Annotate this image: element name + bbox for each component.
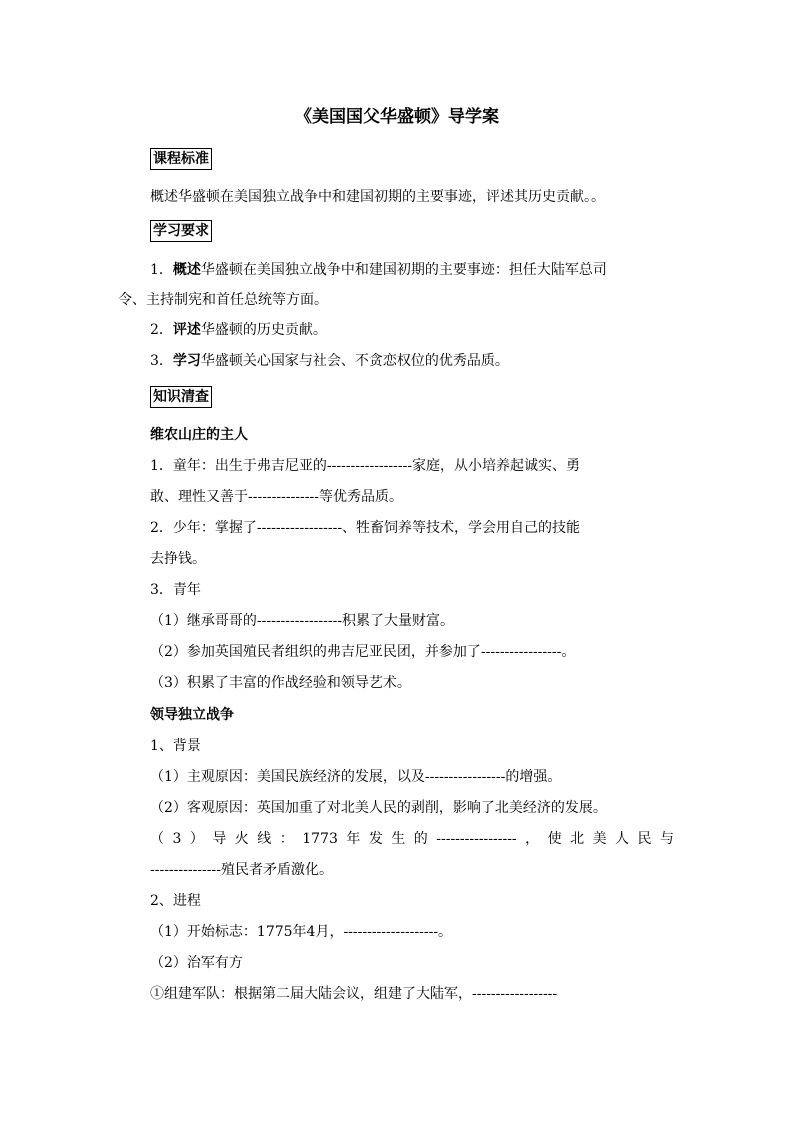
section-heading-requirements-label: 学习要求 xyxy=(150,220,212,242)
section-heading-knowledge-label: 知识清查 xyxy=(150,386,212,408)
knowledge-background: 1、背景 xyxy=(150,738,201,754)
requirement-item-3-number: 3． xyxy=(150,353,173,369)
requirement-item-2-text: 华盛顿的历史贡献。 xyxy=(200,322,327,338)
knowledge-background-2: （2）客观原因：英国加重了对北美人民的剥削，影响了北美经济的发展。 xyxy=(150,800,607,816)
document-title: 《美国国父华盛顿》导学案 xyxy=(295,107,499,127)
knowledge-line-2b: 去挣钱。 xyxy=(150,551,206,567)
knowledge-process-3: ①组建军队：根据第二届大陆会议，组建了大陆军，------------------ xyxy=(150,986,558,1002)
requirement-item-2-keyword: 评述 xyxy=(172,322,201,338)
knowledge-background-3b: ---------------殖民者矛盾激化。 xyxy=(150,862,333,878)
requirement-item-1 xyxy=(150,260,607,280)
knowledge-line-3-3: （3）积累了丰富的作战经验和领导艺术。 xyxy=(150,675,411,691)
requirement-item-2 xyxy=(150,320,327,340)
subheading-mount-vernon: 维农山庄的主人 xyxy=(150,427,248,443)
requirement-item-1-text: 华盛顿在美国独立战争中和建国初期的主要事迹：担任大陆军总司 xyxy=(200,262,607,278)
section-heading-requirements xyxy=(150,220,212,242)
requirement-item-1-number: 1． xyxy=(150,262,173,278)
knowledge-line-1a: 1．童年：出生于弗吉尼亚的------------------家庭，从小培养起诚实、勇 xyxy=(150,458,581,474)
requirement-item-1-keyword: 概述 xyxy=(172,262,201,278)
requirement-item-3-text: 华盛顿关心国家与社会、不贪恋权位的优秀品质。 xyxy=(200,353,509,369)
knowledge-process: 2、进程 xyxy=(150,893,201,909)
section-heading-standard xyxy=(150,148,212,170)
knowledge-line-3: 3．青年 xyxy=(150,582,201,598)
section-heading-knowledge xyxy=(150,386,212,408)
knowledge-process-1: （1）开始标志：1775年4月，--------------------。 xyxy=(150,924,453,940)
section-heading-standard-label: 课程标准 xyxy=(150,148,212,170)
knowledge-line-3-2: （2）参加英国殖民者组织的弗吉尼亚民团，并参加了-----------------。 xyxy=(150,644,576,660)
knowledge-line-2a: 2．少年：掌握了------------------、牲畜饲养等技术，学会用自己的技能 xyxy=(150,520,581,536)
subheading-independence-war: 领导独立战争 xyxy=(150,707,234,723)
requirement-item-2-number: 2． xyxy=(150,322,173,338)
knowledge-line-1b: 敢、理性又善于---------------等优秀品质。 xyxy=(150,489,403,505)
knowledge-background-3a: （3）导火线：1773年发生的-----------------，使北美人民与 xyxy=(150,831,674,847)
requirement-item-3 xyxy=(150,351,509,371)
knowledge-line-3-1: （1）继承哥哥的------------------积累了大量财富。 xyxy=(150,613,455,629)
requirement-item-3-keyword: 学习 xyxy=(172,353,201,369)
requirement-item-1-continued: 令、主持制宪和首任总统等方面。 xyxy=(118,292,328,308)
knowledge-process-2: （2）治军有方 xyxy=(150,955,243,971)
standard-text: 概述华盛顿在美国独立战争中和建国初期的主要事迹，评述其历史贡献。。 xyxy=(150,189,605,205)
knowledge-background-1: （1）主观原因：美国民族经济的发展，以及-----------------的增强。 xyxy=(150,769,562,785)
